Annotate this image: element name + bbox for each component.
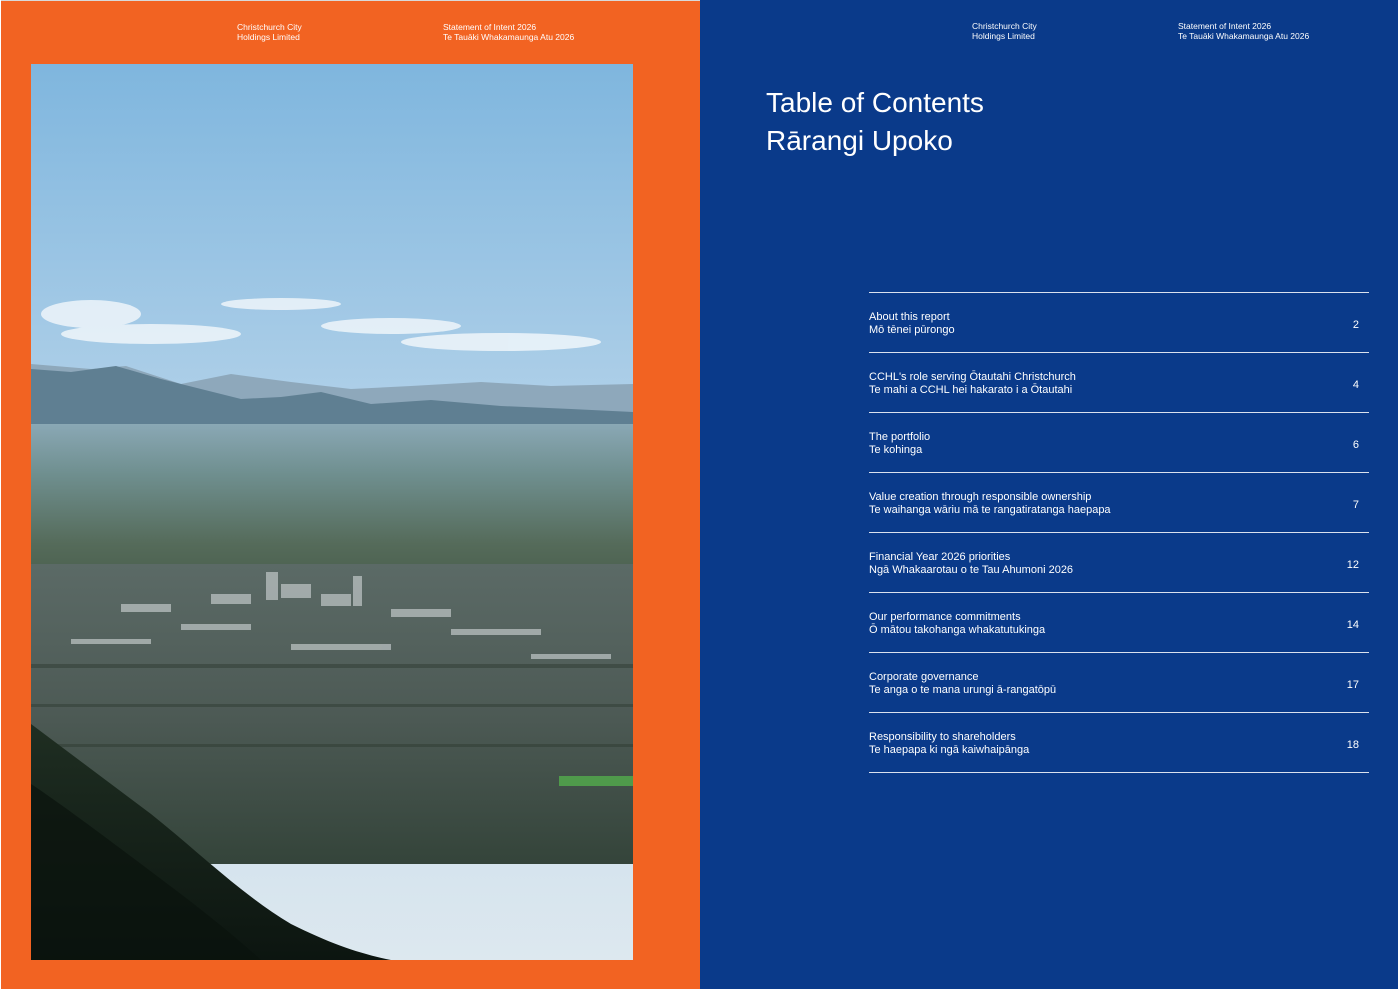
header-doc xyxy=(443,22,574,42)
header-doc-right xyxy=(1178,21,1309,41)
city-photo-illustration xyxy=(31,64,633,960)
toc-item[interactable] xyxy=(869,353,1369,413)
toc-item[interactable] xyxy=(869,533,1369,593)
header-org-line2: Holdings Limited xyxy=(237,32,300,42)
page-title xyxy=(766,84,984,160)
toc-item-title-maori: Te mahi a CCHL hei hakarato i a Ōtautahi xyxy=(869,384,1073,396)
header-doc-line1-right: Statement of Intent 2026 xyxy=(1178,21,1272,31)
header-org-line1-right: Christchurch City xyxy=(972,21,1037,31)
header-org xyxy=(237,22,302,42)
toc-item[interactable] xyxy=(869,593,1369,653)
toc-item-title: Financial Year 2026 priorities xyxy=(869,551,1011,563)
toc-item-title: Value creation through responsible ownership xyxy=(869,491,1092,503)
toc-item[interactable] xyxy=(869,473,1369,533)
right-page xyxy=(700,0,1398,989)
toc-item-title-maori: Ō mātou takohanga whakatutukinga xyxy=(869,624,1046,636)
toc-item-title-maori: Te kohinga xyxy=(869,444,923,456)
toc-item-title-maori: Te anga o te mana urungi ā-rangatōpū xyxy=(869,684,1057,696)
header-org-line1: Christchurch City xyxy=(237,22,302,32)
toc-item-title-maori: Te waihanga wāriu mā te rangatiratanga haepapa xyxy=(869,504,1111,516)
header-org-right xyxy=(972,21,1037,41)
toc-item-title: About this report xyxy=(869,311,950,323)
left-page xyxy=(1,0,700,989)
toc-item-page-number: 2 xyxy=(1352,319,1359,331)
toc-item-page-number: 4 xyxy=(1352,379,1359,391)
city-photo xyxy=(31,64,633,960)
toc-item[interactable] xyxy=(869,293,1369,353)
toc-item-title: Responsibility to shareholders xyxy=(869,731,1016,743)
table-of-contents xyxy=(869,292,1369,773)
page-title-maori: Rārangi Upoko xyxy=(766,125,953,156)
toc-item-page-number: 6 xyxy=(1352,439,1359,451)
toc-item-page-number: 14 xyxy=(1346,619,1359,631)
toc-item-title-maori: Te haepapa ki ngā kaiwhaipānga xyxy=(869,744,1030,756)
header-doc-line2: Te Tauāki Whakamaunga Atu 2026 xyxy=(443,32,575,42)
toc-item-title: Our performance commitments xyxy=(869,611,1021,623)
toc-item-title-maori: Ngā Whakaarotau o te Tau Ahumoni 2026 xyxy=(869,564,1074,576)
toc-item[interactable] xyxy=(869,413,1369,473)
header-org-line2-right: Holdings Limited xyxy=(972,31,1035,41)
toc-item-title: CCHL's role serving Ōtautahi Christchurch xyxy=(869,371,1076,383)
toc-item-page-number: 12 xyxy=(1346,559,1359,571)
header-doc-line1: Statement of Intent 2026 xyxy=(443,22,537,32)
toc-item-title-maori: Mō tēnei pūrongo xyxy=(869,324,955,336)
toc-item[interactable] xyxy=(869,653,1369,713)
toc-item-page-number: 17 xyxy=(1346,679,1359,691)
toc-item-page-number: 7 xyxy=(1352,499,1359,511)
toc-item[interactable] xyxy=(869,713,1369,773)
header-doc-line2-right: Te Tauāki Whakamaunga Atu 2026 xyxy=(1178,31,1310,41)
toc-item-title: Corporate governance xyxy=(869,671,979,683)
toc-item-page-number: 18 xyxy=(1346,739,1359,751)
page-title-english: Table of Contents xyxy=(766,87,984,118)
toc-item-title: The portfolio xyxy=(869,431,931,443)
